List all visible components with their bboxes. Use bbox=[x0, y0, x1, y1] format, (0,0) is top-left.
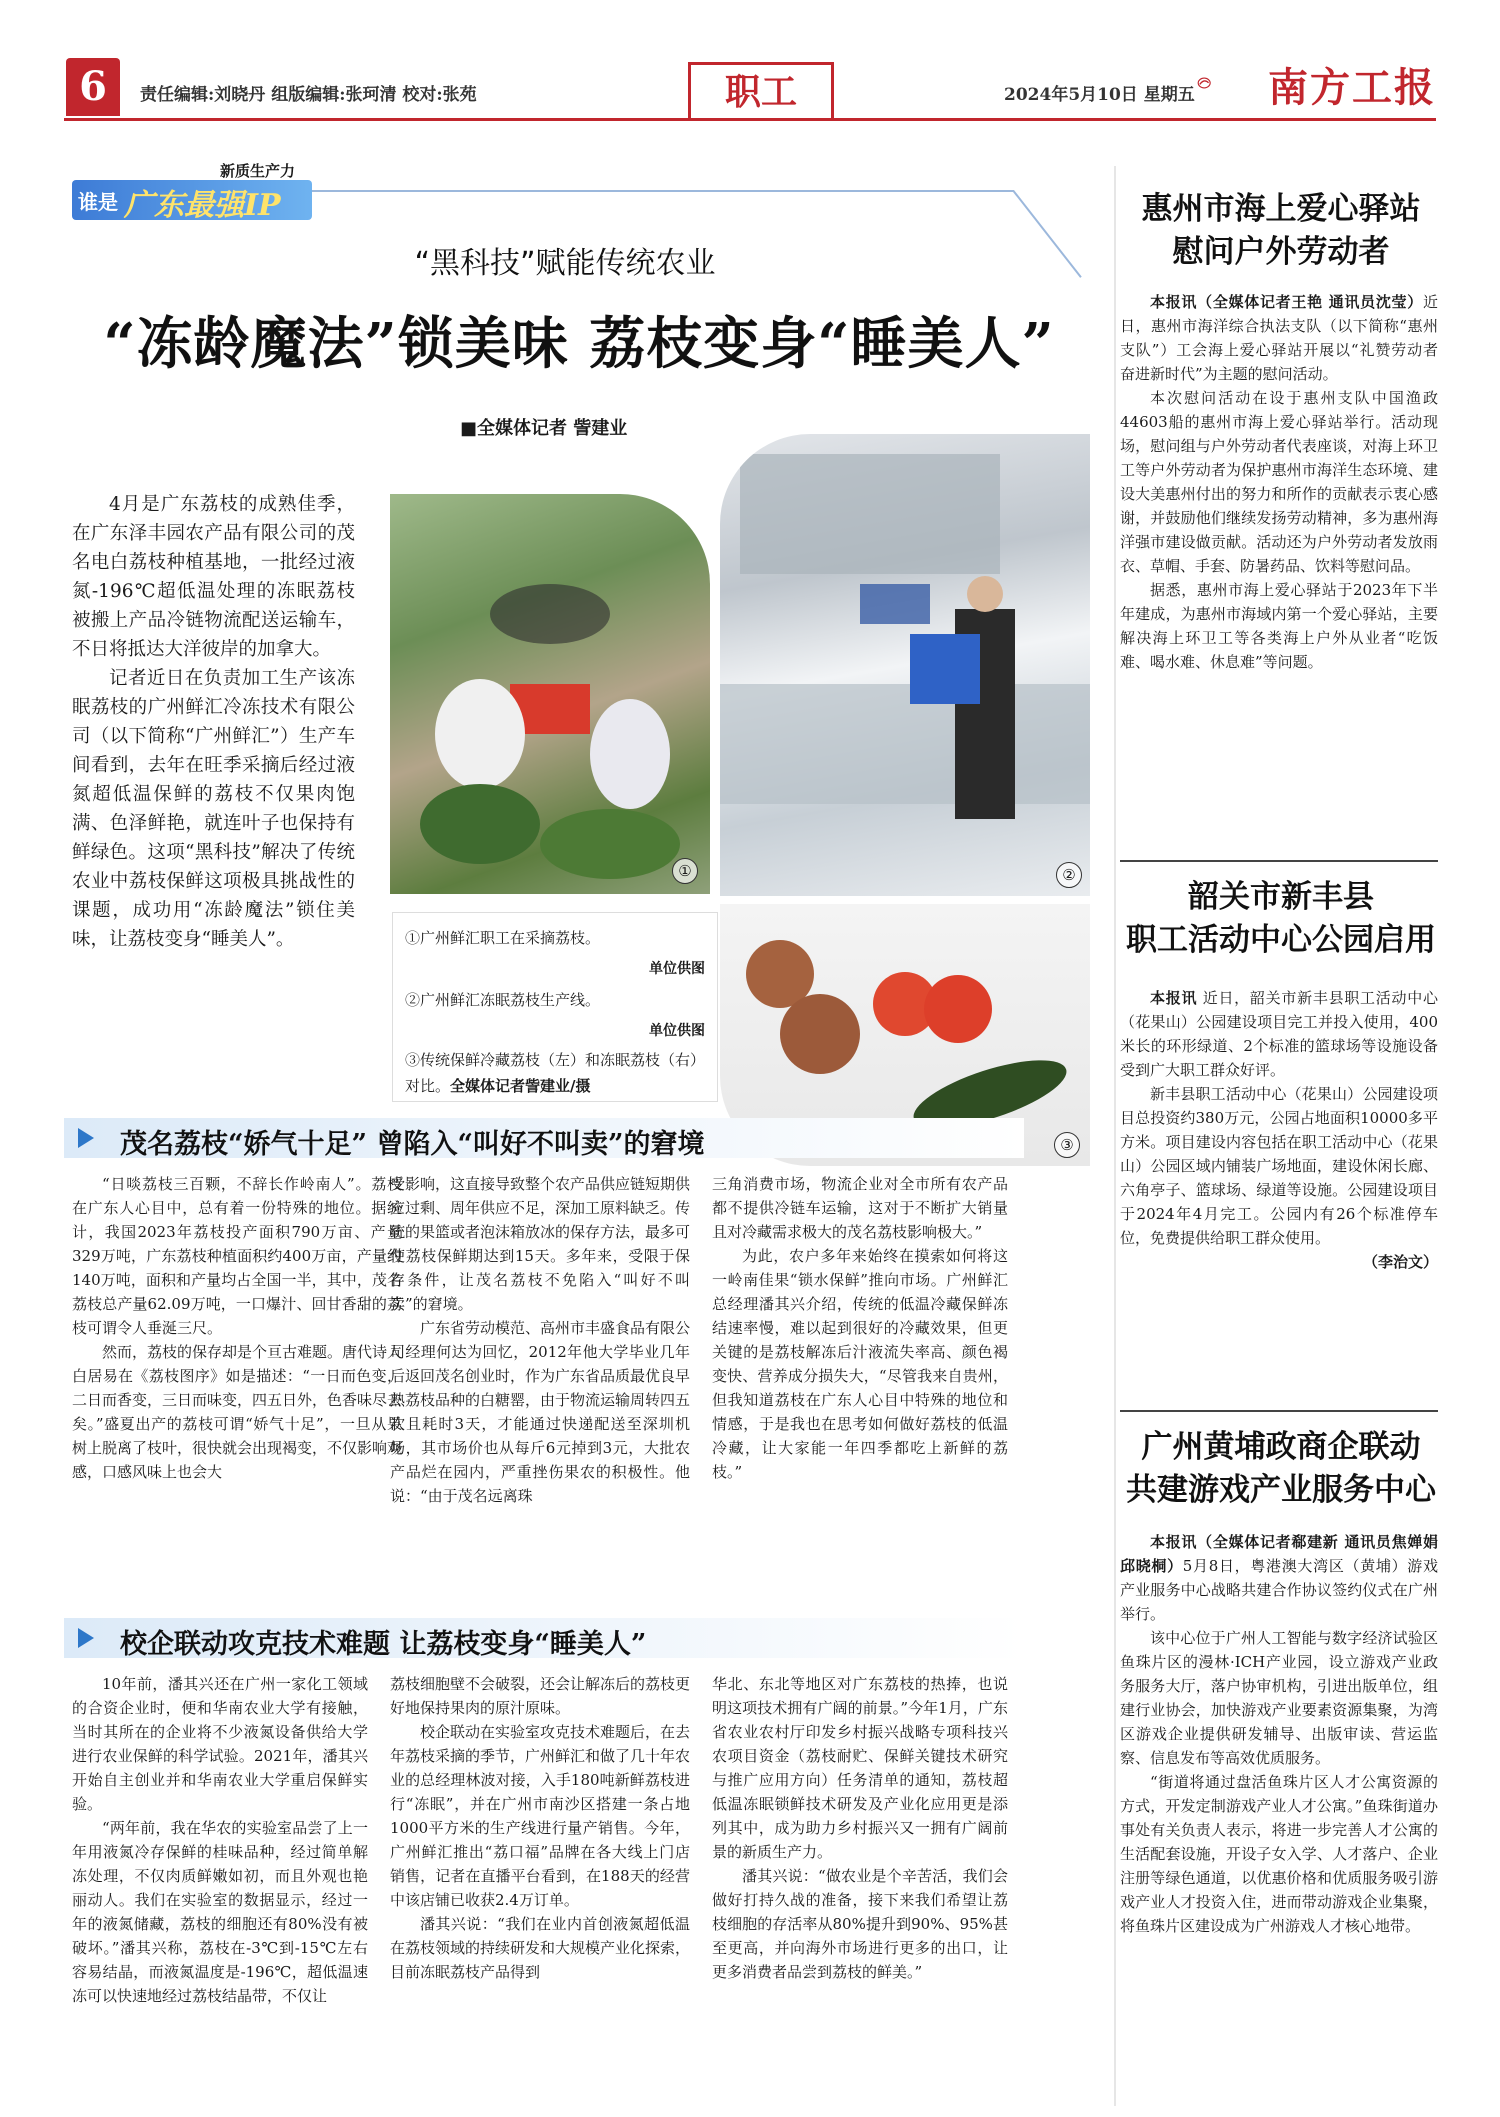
subheading-2 bbox=[64, 1618, 1024, 1658]
body-paragraph: 潘其兴说：“我们在业内首创液氮超低温在荔枝领域的持续研发和大规模产业化探索，目前冻眠荔枝产品得到 bbox=[390, 1915, 691, 1981]
section1-column-2 bbox=[390, 1172, 690, 1508]
column-badge-prefix: 谁是 bbox=[78, 190, 118, 214]
body-paragraph: 广东省劳动模范、高州市丰盛食品有限公司经理何达为回忆，2012年他大学毕业几年后返回茂名创业时，作为广东省品质最优良早熟荔枝品种的白糖罂，由于物流运输周转四五次且耗时3天，才能通过快递配送至深圳机场，其市场价也从每斤6元掉到3元，大批农产品烂在园内，严重挫伤果农的积极性。他说：“由于茂名远离珠 bbox=[390, 1319, 691, 1505]
section1-column-3 bbox=[712, 1172, 1008, 1484]
body-paragraph: “两年前，我在华农的实验室品尝了上一年用液氮冷存保鲜的桂味品种，经过简单解冻处理，不仅肉质鲜嫩如初，而且外观也艳丽动人。我们在实验室的数据显示，经过一年的液氮储藏，荔枝的细胞还有80%没有被破坏。”潘其兴称，荔枝在-3℃到-15℃左右容易结晶，而液氮温度是-196℃，超低温速冻可以快速地经过荔枝结晶带，不仅让 bbox=[72, 1819, 368, 2005]
photo-number: ② bbox=[1056, 862, 1082, 888]
header-rule bbox=[64, 118, 1436, 121]
brief-paragraph: 本次慰问活动在设于惠州支队中国渔政44603船的惠州市海上爱心驿站举行。活动现场，慰问组与户外劳动者代表座谈，对海上环卫工等户外劳动者为保护惠州市海洋生态环境、建设大美惠州付出的努力和所作的贡献表示衷心感谢，并鼓励他们继续发扬劳动精神，多为惠州海洋强市建设做贡献。活动还为户外劳动者发放雨衣、草帽、手套、防暑药品、饮料等慰问品。 bbox=[1120, 389, 1438, 575]
body-paragraph: 受影响，这直接导致整个农产品供应链短期供应过剩、周年供应不足，深加工原料缺乏。传统的果篮或者泡沫箱放冰的保存方法，最多可使荔枝保鲜期达到15天。多年来，受限于保存条件，让茂名荔枝不免陷入“叫好不叫卖”的窘境。 bbox=[390, 1175, 691, 1313]
brief-paragraph: “街道将通过盘活鱼珠片区人才公寓资源的方式，开发定制游戏产业人才公寓。”鱼珠街道办事处有关负责人表示，将进一步完善人才公寓的生活配套设施，开设子女入学、人才落户、企业注册等绿色通道，以优惠价格和优质服务吸引游戏产业人才投资入住，进而带动游戏企业集聚，将鱼珠片区建设成为广州游戏人才核心地带。 bbox=[1120, 1773, 1438, 1935]
brief-separator bbox=[1120, 860, 1438, 862]
brief-title-line: 共建游戏产业服务中心 bbox=[1126, 1472, 1436, 1508]
body-paragraph: “日啖荔枝三百颗，不辞长作岭南人”。荔枝在广东人心目中，总有着一份特殊的地位。据统计，我国2023年荔枝投产面积790万亩、产量329万吨，广东荔枝种植面积约400万亩，产量约140万吨，面积和产量均占全国一半，其中，茂名荔枝总产量62.09万吨，一口爆汁、回甘香甜的荔枝可谓令人垂涎三尺。 bbox=[72, 1175, 402, 1337]
photo-production-line-art bbox=[720, 434, 1090, 896]
photo-production-line bbox=[720, 434, 1090, 896]
brief-title-1 bbox=[1116, 188, 1446, 274]
brief-title-line: 广州黄埔政商企联动 bbox=[1141, 1429, 1421, 1465]
brief-dateline: 本报讯（全媒体记者郗建新 通讯员焦婵娟 邱晓桐） bbox=[1120, 1533, 1438, 1575]
body-paragraph: 为此，农户多年来始终在摸索如何将这一岭南佳果“锁水保鲜”推向市场。广州鲜汇总经理潘其兴介绍，传统的低温冷藏保鲜冻结速率慢，难以起到很好的冷藏效果，但更关键的是荔枝解冻后汁液流失率高、颜色褐变快、营养成分损失大，“尽管我来自贵州，但我知道荔枝在广东人心目中特殊的地位和情感，于是我也在思考如何做好荔枝的低温冷藏，让大家能一年四季都吃上新鲜的荔枝。” bbox=[712, 1247, 1008, 1481]
play-triangle-icon bbox=[78, 1128, 94, 1148]
paper-logo-icon bbox=[1196, 58, 1256, 108]
body-paragraph: 三角消费市场，物流企业对全市所有农产品都不提供冷链车运输，这对于不断扩大销量且对冷藏需求极大的茂名荔枝影响极大。” bbox=[712, 1175, 1008, 1241]
subheading-text: 校企联动攻克技术难题 让荔枝变身“睡美人” bbox=[120, 1629, 647, 1660]
brief-paragraph: 近日，惠州市海洋综合执法支队（以下简称“惠州支队”）工会海上爱心驿站开展以“礼赞劳动者 奋进新时代”为主题的慰问活动。 bbox=[1120, 293, 1438, 383]
body-paragraph: 荔枝细胞壁不会破裂，还会让解冻后的荔枝更好地保持果肉的原汁原味。 bbox=[390, 1675, 691, 1717]
section1-column-1 bbox=[72, 1172, 402, 1484]
brief-paragraph: 新丰县职工活动中心（花果山）公园建设项目总投资约380万元，公园占地面积10000多平方米。项目建设内容包括在职工活动中心（花果山）公园区域内铺装广场地面，建设休闲长廊、六角亭子、篮球场、绿道等设施。公园建设项目于2024年4月完工。公园内有26个标准停车位，免费提供给职工群众使用。 bbox=[1120, 1085, 1438, 1247]
caption-text: ③传统保鲜冷藏荔枝（左）和冻眠荔枝（右）对比。全媒体记者訾建业/摄 bbox=[405, 1051, 706, 1095]
article-byline: ■全媒体记者 訾建业 bbox=[460, 418, 628, 439]
brief-body-2 bbox=[1120, 986, 1438, 1274]
brief-title-line: 惠州市海上爱心驿站 bbox=[1141, 191, 1421, 227]
badge-rule-diagonal bbox=[1012, 190, 1081, 278]
body-paragraph: 潘其兴说：“做农业是个辛苦活，我们会做好打持久战的准备，接下来我们希望让荔枝细胞的存活率从80%提升到90%、95%甚至更高，并向海外市场进行更多的出口，让更多消费者品尝到荔枝的鲜美。” bbox=[712, 1867, 1008, 1981]
brief-signature: （李治文） bbox=[1362, 1253, 1438, 1271]
brief-title-line: 慰问户外劳动者 bbox=[1172, 234, 1390, 270]
caption-text: ①广州鲜汇职工在采摘荔枝。 bbox=[405, 929, 601, 947]
brief-title-2 bbox=[1116, 876, 1446, 962]
paper-name: 南方工报 bbox=[1268, 64, 1436, 111]
issue-date: 2024年5月10日 星期五 bbox=[1004, 85, 1195, 105]
brief-body-3 bbox=[1120, 1530, 1438, 1938]
lead-paragraph: 记者近日在负责加工生产该冻眠荔枝的广州鲜汇冷冻技术有限公司（以下简称“广州鲜汇”）生产车间看到，去年在旺季采摘后经过液氮超低温保鲜的荔枝不仅果肉饱满、色泽鲜艳，就连叶子也保持有鲜绿色。这项“黑科技”解决了传统农业中荔枝保鲜这项极具挑战性的课题，成功用“冻龄魔法”锁住美味，让荔枝变身“睡美人”。 bbox=[72, 668, 355, 950]
article-kicker: “黑科技”赋能传统农业 bbox=[414, 246, 716, 281]
section2-column-1 bbox=[72, 1672, 368, 2008]
body-paragraph: 10年前，潘其兴还在广州一家化工领域的合资企业时，便和华南农业大学有接触，当时其所在的企业将不少液氮设备供给大学进行农业保鲜的科学试验。2021年，潘其兴开始自主创业并和华南农业大学重启保鲜实验。 bbox=[72, 1675, 368, 1813]
column-badge-title: 广东最强IP bbox=[124, 188, 281, 223]
brief-paragraph: 该中心位于广州人工智能与数字经济试验区鱼珠片区的漫林·ICH产业园，设立游戏产业政务服务大厅，落户协审机构，引进出版单位，组建行业协会，加快游戏产业要素资源集聚，为湾区游戏企业提供研发辅导、出版审读、营运监察、信息发布等高效优质服务。 bbox=[1120, 1629, 1438, 1767]
section2-column-2 bbox=[390, 1672, 690, 1984]
subheading-1 bbox=[64, 1118, 1024, 1158]
article-title: “冻龄魔法”锁美味 荔枝变身“睡美人” bbox=[103, 311, 1055, 377]
column-badge-small: 新质生产力 bbox=[220, 162, 296, 180]
photo-lychee-picking-art bbox=[390, 494, 710, 894]
caption-source: 单位供图 bbox=[649, 1023, 705, 1039]
body-paragraph: 华北、东北等地区对广东荔枝的热捧，也说明这项技术拥有广阔的前景。”今年1月，广东省农业农村厅印发乡村振兴战略专项科技兴农项目资金（荔枝耐贮、保鲜关键技术研究与推广应用方向）任务清单的通知，荔枝超低温冻眠锁鲜技术研发及产业化应用更是添列其中，成为助力乡村振兴又一拥有广阔前景的新质生产力。 bbox=[712, 1675, 1008, 1861]
caption-source: 全媒体记者訾建业/摄 bbox=[450, 1077, 591, 1095]
brief-paragraph: 5月8日，粤港澳大湾区（黄埔）游戏产业服务中心战略共建合作协议签约仪式在广州举行。 bbox=[1120, 1557, 1438, 1623]
body-paragraph: 校企联动在实验室攻克技术难题后，在去年荔枝采摘的季节，广州鲜汇和做了几十年农业的总经理林波对接，入手180吨新鲜荔枝进行“冻眠”，并在广州市南沙区搭建一条占地1000平方米的生产线进行量产销售。今年，广州鲜汇推出“荔口福”品牌在各大线上门店销售，记者在直播平台看到，在188天的经营中该店铺已收获2.4万订单。 bbox=[390, 1723, 691, 1909]
brief-paragraph: 据悉，惠州市海上爱心驿站于2023年下半年建成，为惠州市海域内第一个爱心驿站，主要解决海上环卫工等各类海上户外从业者“吃饭难、喝水难、休息难”等问题。 bbox=[1120, 581, 1438, 671]
body-paragraph: 然而，荔枝的保存却是个亘古难题。唐代诗人白居易在《荔枝图序》如是描述：“一日而色变，二日而香变，三日而味变，四五日外，色香味尽去矣。”盛夏出产的荔枝可谓“娇气十足”，一旦从果树上脱离了枝叶，很快就会出现褐变，不仅影响观感，口感风味上也会大 bbox=[72, 1343, 403, 1481]
photo-caption-box bbox=[392, 912, 718, 1102]
badge-rule bbox=[312, 190, 1014, 192]
brief-title-3 bbox=[1116, 1426, 1446, 1512]
section2-column-3 bbox=[712, 1672, 1008, 1984]
photo-number: ① bbox=[672, 858, 698, 884]
photo-number: ③ bbox=[1054, 1132, 1080, 1158]
brief-title-line: 韶关市新丰县 bbox=[1188, 879, 1374, 915]
subheading-text: 茂名荔枝“娇气十足” 曾陷入“叫好不叫卖”的窘境 bbox=[120, 1129, 705, 1160]
brief-separator bbox=[1120, 1410, 1438, 1412]
brief-paragraph: 近日，韶关市新丰县职工活动中心（花果山）公园建设项目完工并投入使用，400米长的环形绿道、2个标准的篮球场等设施设备受到广大职工群众好评。 bbox=[1120, 989, 1438, 1079]
lead-paragraph: 4月是广东荔枝的成熟佳季，在广东泽丰园农产品有限公司的茂名电白荔枝种植基地，一批经过液氮-196℃超低温处理的冻眠荔枝被搬上产品冷链物流配送运输车，不日将抵达大洋彼岸的加拿大。 bbox=[72, 494, 355, 660]
brief-title-line: 职工活动中心公园启用 bbox=[1126, 922, 1436, 958]
column-divider bbox=[1114, 166, 1116, 2106]
brief-body-1 bbox=[1120, 290, 1438, 674]
article-lead bbox=[72, 490, 355, 954]
caption-text: ②广州鲜汇冻眠荔枝生产线。 bbox=[405, 991, 601, 1009]
page-number: 6 bbox=[66, 58, 120, 116]
photo-lychee-picking bbox=[390, 494, 710, 894]
editors-line: 责任编辑:刘晓丹 组版编辑:张珂清 校对:张苑 bbox=[140, 85, 477, 105]
caption-source: 单位供图 bbox=[649, 961, 705, 977]
play-triangle-icon bbox=[78, 1628, 94, 1648]
brief-dateline: 本报讯（全媒体记者王艳 通讯员沈莹） bbox=[1150, 293, 1423, 311]
section-tab: 职工 bbox=[688, 62, 834, 119]
brief-dateline: 本报讯 bbox=[1150, 989, 1198, 1007]
